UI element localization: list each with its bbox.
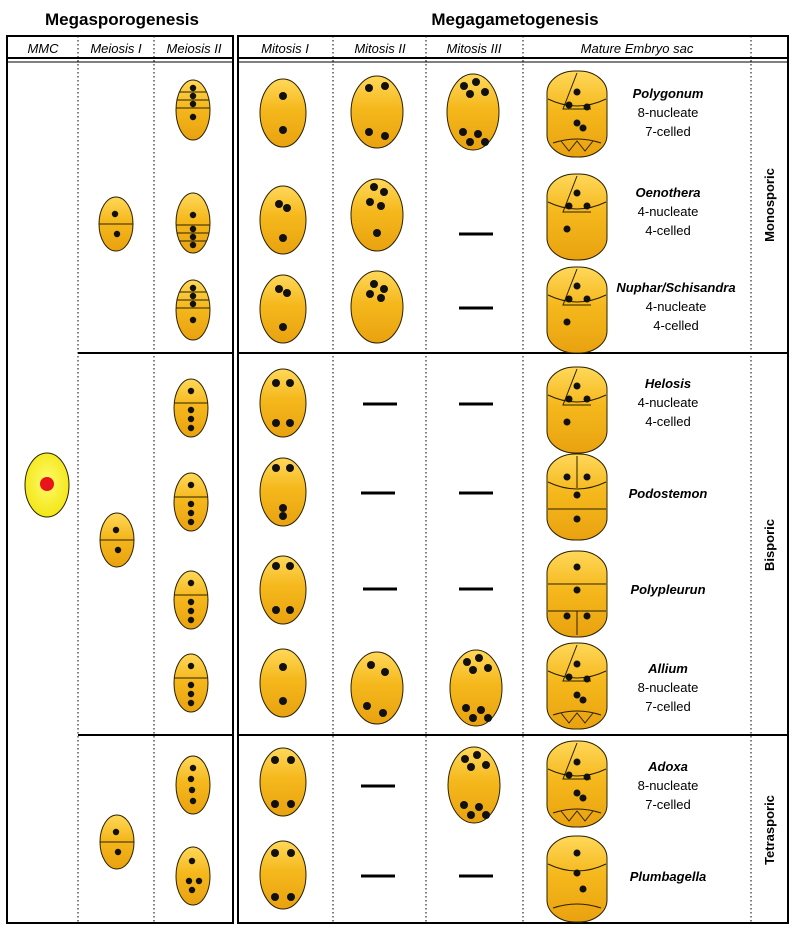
mmc-nucleus [40,477,54,491]
col-header-mature-embryo-sac: Mature Embryo sac [580,41,694,56]
mitosis1-cell-5 [260,458,306,526]
megagametogenesis-frame [238,36,788,923]
svg-text:8-nucleate: 8-nucleate [637,680,699,695]
svg-text:Polygonum: Polygonum [632,86,704,101]
svg-text:4-celled: 4-celled [653,318,699,333]
row-label-polypleurun [630,582,705,597]
meiosis2-cell-4 [174,379,208,437]
row-label-nuphar-schisandra [616,280,735,333]
meiosis2-cell-5 [174,473,208,531]
meiosis2-cell-9 [176,847,210,905]
megasporogenesis-title: Megasporogenesis [45,10,199,29]
svg-text:7-celled: 7-celled [645,124,691,139]
svg-text:Helosis: Helosis [644,376,692,391]
row-label-oenothera [635,185,700,238]
group-label-tetrasporic: Tetrasporic [762,795,777,865]
mitosis1-cell-9 [260,841,306,909]
row-label-helosis [638,376,699,429]
svg-text:4-nucleate: 4-nucleate [645,299,707,314]
mature-sac-plumbagella [547,836,607,922]
meiosis2-cell-8 [176,756,210,814]
svg-text:4-celled: 4-celled [645,223,691,238]
mitosis2-cell-1 [351,76,403,148]
svg-text:Podostemon: Podostemon [628,486,708,501]
row-label-adoxa [638,759,699,812]
mitosis2-cell-3 [351,271,403,343]
mitosis1-cell-2 [260,186,306,254]
mature-sac-polygonum [547,71,607,157]
col-header-meiosis-2: Meiosis II [166,41,222,56]
row-label-allium [638,661,699,714]
megagametogenesis-title: Megagametogenesis [431,10,599,29]
mature-sac-nuphar [547,267,607,353]
svg-text:Plumbagella: Plumbagella [629,869,707,884]
col-header-mitosis-1: Mitosis I [261,41,309,56]
col-header-mitosis-2: Mitosis II [354,41,406,56]
col-header-mitosis-3: Mitosis III [446,41,502,56]
mitosis1-cell-7 [260,649,306,717]
svg-text:Polypleurun: Polypleurun [630,582,706,597]
mmc-cell [25,453,69,517]
meiosis1-cell-tetrasporic [100,815,134,869]
mitosis2-cell-2 [351,179,403,251]
mature-sac-allium [547,643,607,729]
meiosis2-cell-1 [176,80,210,140]
mature-sac-helosis [547,367,607,453]
mitosis1-cell-4 [260,369,306,437]
mitosis3-cell-7 [450,650,502,726]
col-header-mmc: MMC [27,41,59,56]
svg-text:4-nucleate: 4-nucleate [637,204,699,219]
svg-text:4-nucleate: 4-nucleate [637,395,699,410]
svg-text:Oenothera: Oenothera [635,185,701,200]
mature-sac-podostemon [547,454,607,540]
meiosis1-cell-monosporic [99,197,133,251]
meiosis2-cell-6 [174,571,208,629]
mature-sac-oenothera [547,174,607,260]
svg-text:7-celled: 7-celled [645,797,691,812]
meiosis2-cell-2 [176,193,210,253]
mitosis3-cell-1 [447,74,499,150]
row-label-polygonum [633,86,704,139]
svg-text:Nuphar/Schisandra: Nuphar/Schisandra [616,280,736,295]
svg-text:Allium: Allium [648,661,688,676]
mitosis2-cell-7 [351,652,403,724]
svg-text:8-nucleate: 8-nucleate [637,105,699,120]
mature-sac-polypleurun [547,551,607,637]
meiosis2-cell-7 [174,654,208,712]
svg-text:7-celled: 7-celled [645,699,691,714]
col-header-meiosis-1: Meiosis I [90,41,142,56]
meiosis1-cell-bisporic [100,513,134,567]
mitosis1-cell-6 [260,556,306,624]
meiosis2-cell-3 [176,280,210,340]
svg-text:8-nucleate: 8-nucleate [637,778,699,793]
mature-sac-adoxa [547,741,607,827]
group-label-monosporic: Monosporic [762,168,777,242]
group-label-bisporic: Bisporic [762,518,777,572]
svg-text:4-celled: 4-celled [645,414,691,429]
svg-text:Adoxa: Adoxa [648,759,688,774]
row-label-plumbagella [630,869,707,884]
cell-illustrations [99,71,607,922]
mitosis3-cell-8 [448,747,500,823]
row-label-podostemon [629,486,708,501]
mitosis1-cell-8 [260,748,306,816]
mitosis1-cell-3 [260,275,306,343]
mitosis1-cell-1 [260,79,306,147]
